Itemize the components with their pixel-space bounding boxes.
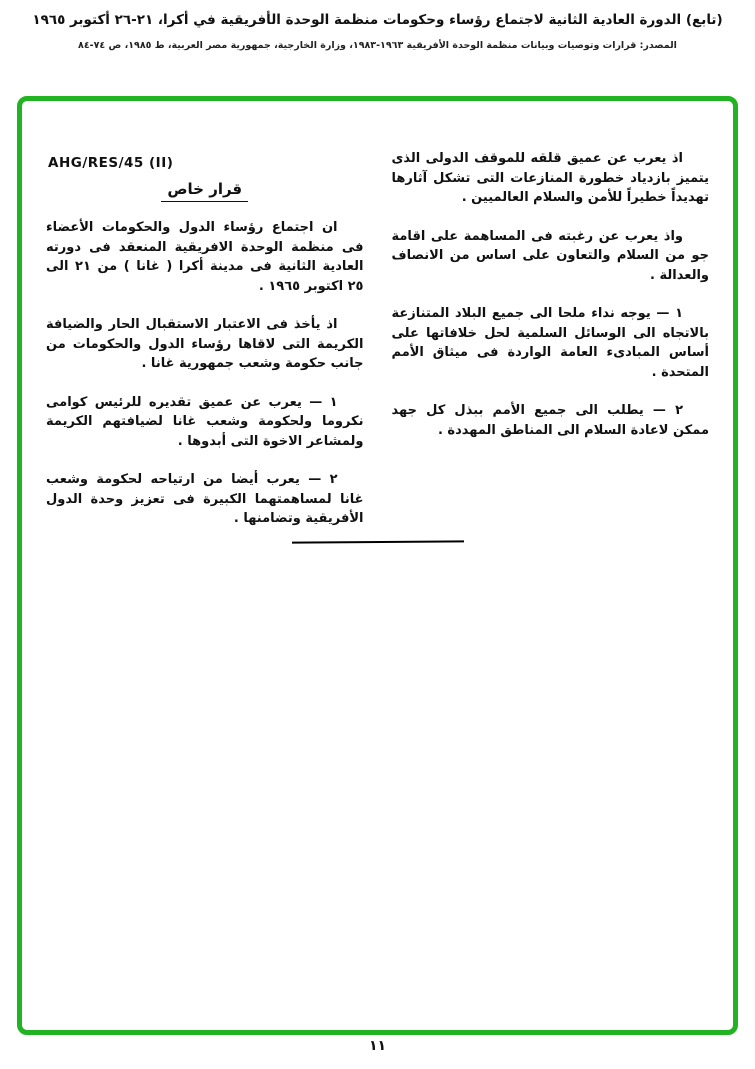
resolution-paragraph: اذ يأخذ فى الاعتبار الاستقبال الحار والضيافة الكريمة التى لاقاها رؤساء الدول والحكومات من جانب حكومة وشعب جمهورية غانا .: [46, 317, 364, 371]
column-right-continuation: [392, 149, 710, 548]
header-source: المصدر: قرارات وتوصيات وبيانات منظمة الوحدة الأفريقية ١٩٦٣-١٩٨٣، وزارة الخارجية، جمهورية مصر العربية، ط ١٩٨٥، ص ٧٤-٨٤: [78, 40, 677, 51]
continuation-paragraph: اذ يعرب عن عميق قلقه للموقف الدولى الذى يتميز بازدياد خطورة المنازعات التى تشكل آثارها تهديداً خطيراً للأمن والسلام العالميين .: [391, 151, 709, 205]
page-number: ١١: [368, 1038, 387, 1054]
continuation-paragraph: ٢ — يطلب الى جميع الأمم ببذل كل جهد ممكن لاعادة السلام الى المناطق المهددة .: [391, 403, 709, 438]
page-header: [0, 12, 755, 51]
column-left-resolution: [46, 149, 364, 548]
continuation-paragraph: ١ — يوجه نداء ملحا الى جميع البلاد المتنازعة بالاتجاه الى الوسائل السلمية لحل خلافاتها على أساس المبادىء العامة الواردة فى ميثاق الأمم المتحدة .: [391, 306, 709, 380]
resolution-paragraph: ان اجتماع رؤساء الدول والحكومات الأعضاء فى منظمة الوحدة الافريقية المنعقد فى دورته العادية الثانية فى مدينة أكرا ( غانا ) من ٢١ الى ٢٥ اكتوبر ١٩٦٥ .: [46, 220, 364, 294]
two-column-layout: [22, 101, 733, 548]
resolution-paragraph: ٢ — يعرب أيضا من ارتياحه لحكومة وشعب غانا لمساهمتهما الكبيرة فى تعزيز وحدة الدول الأفريقية وتضامنها .: [46, 472, 364, 526]
resolution-title: [46, 179, 364, 202]
resolution-paragraph: ١ — يعرب عن عميق تقديره للرئيس كوامى نكروما ولحكومة وشعب غانا لضيافتهم الكريمة ولمشاعر الاخوة التى أبدوها .: [46, 394, 364, 449]
header-title: (تابع) الدورة العادية الثانية لاجتماع رؤساء وحكومات منظمة الوحدة الأفريقية في أكرا، ٢١-٢٦ أكتوبر ١٩٦٥: [32, 12, 723, 28]
document-frame: [17, 96, 738, 1035]
resolution-reference: AHG/RES/45 (II): [48, 155, 174, 171]
continuation-paragraph: واذ يعرب عن رغبته فى المساهمة على اقامة جو من السلام والتعاون على اساس من الانصاف والعدالة .: [391, 228, 709, 283]
resolution-title-text: قرار خاص: [161, 180, 248, 202]
